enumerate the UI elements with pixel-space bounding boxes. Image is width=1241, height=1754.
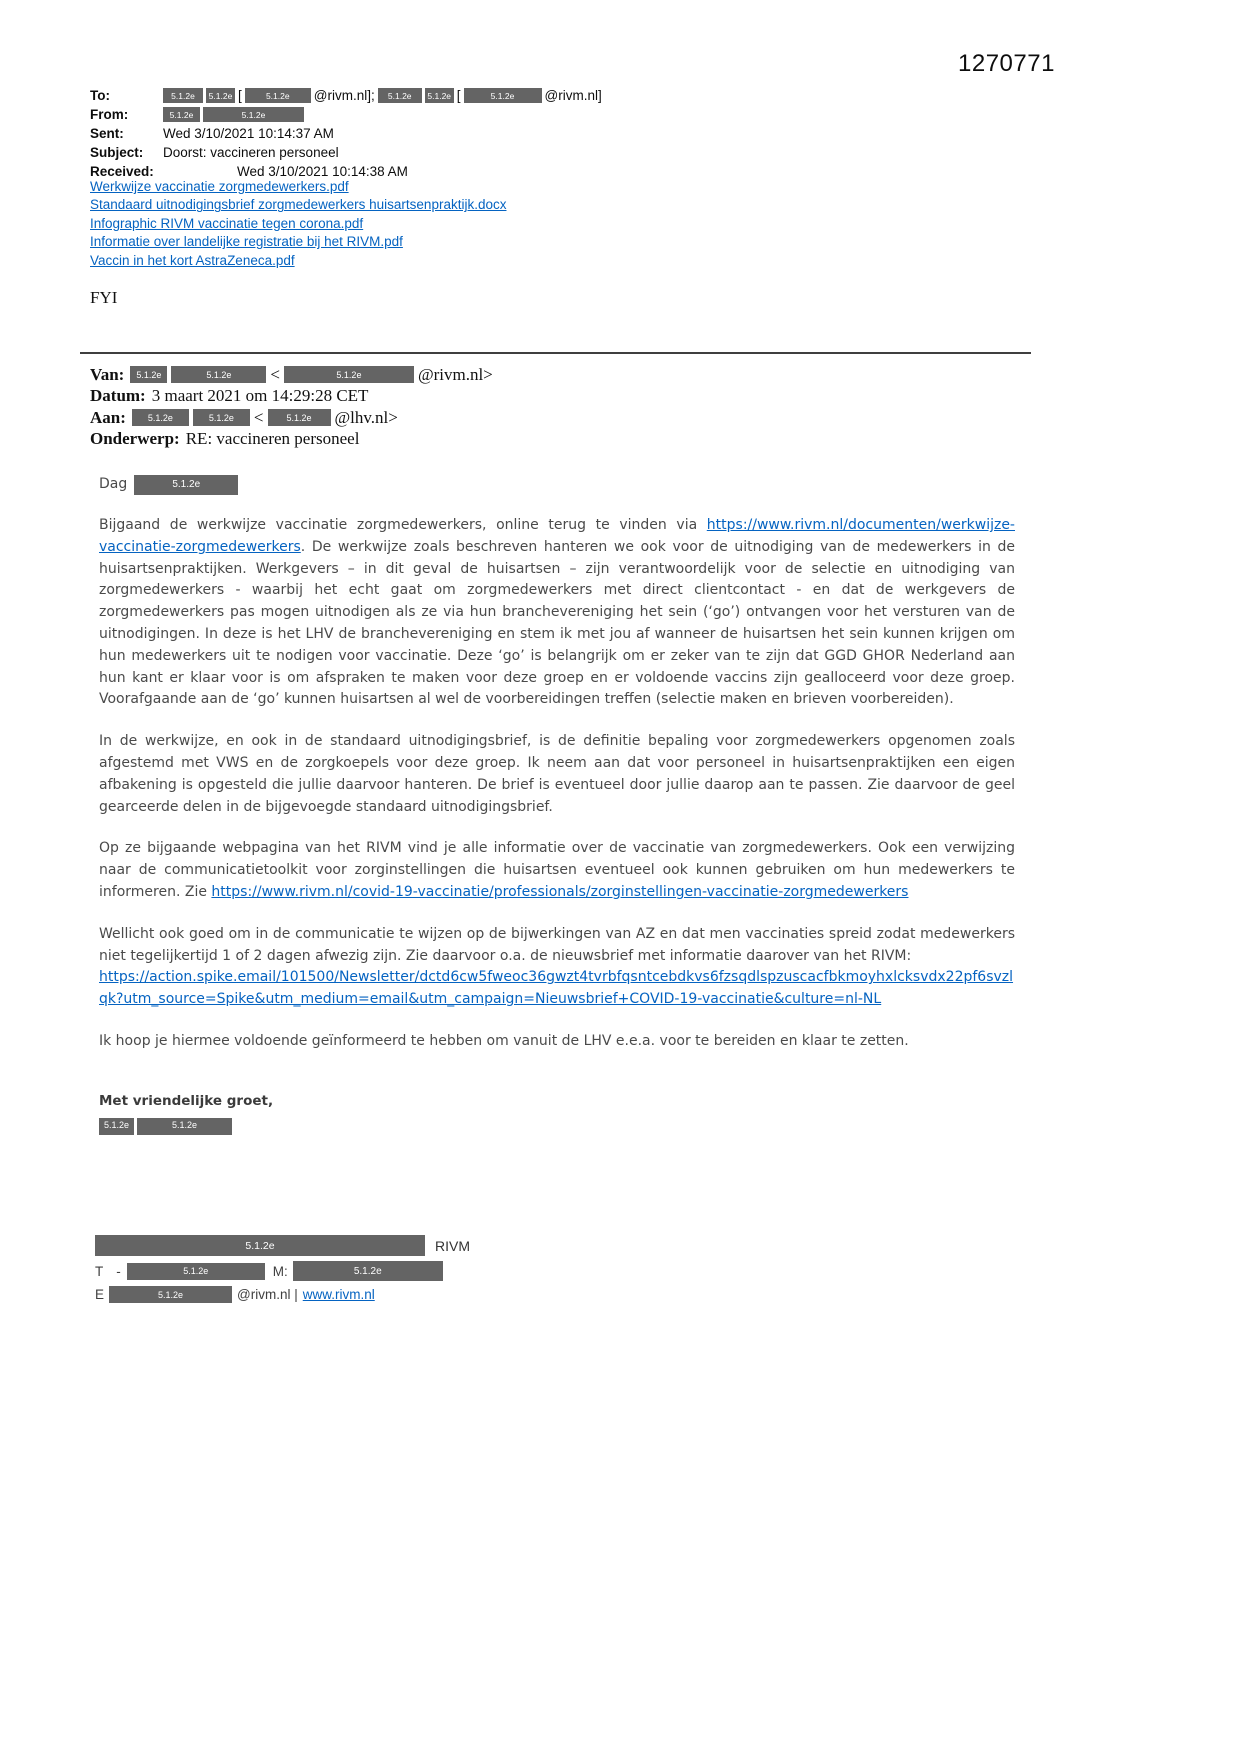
paragraph-1-text-pre: Bijgaand de werkwijze vaccinatie zorgmedewerkers, online terug te vinden via bbox=[99, 517, 707, 533]
redaction-box: 5.1.2e bbox=[163, 107, 200, 122]
fwd-row-van bbox=[90, 364, 493, 386]
organization-name: RIVM bbox=[435, 1237, 470, 1254]
datum-label: Datum: bbox=[90, 386, 146, 406]
redaction-box: 5.1.2e bbox=[425, 88, 454, 103]
fwd-row-onderwerp bbox=[90, 429, 493, 451]
redaction-box: 5.1.2e bbox=[206, 88, 235, 103]
redaction-box: 5.1.2e bbox=[134, 475, 238, 495]
to-address-domain-1: @rivm.nl]; bbox=[313, 88, 375, 103]
attachment-link-werkwijze[interactable]: Werkwijze vaccinatie zorgmedewerkers.pdf bbox=[90, 179, 349, 194]
van-label: Van: bbox=[90, 364, 125, 384]
sender-name-redacted bbox=[99, 1118, 1015, 1135]
redaction-box: 5.1.2e bbox=[245, 88, 311, 103]
redaction-box: 5.1.2e bbox=[293, 1261, 443, 1281]
nieuwsbrief-link[interactable]: https://action.spike.email/101500/Newsletter/dctd6cw5fweoc36gwzt4tvrbfqsntcebdkvs6fzsqdlspzuscacfbkmoyhxlcksvdx22pf6svzlqk?utm_source=Spike&utm_medium=email&utm_campaign=Nieuwsbrief+COVID-19-vaccinatie&culture=nl-NL bbox=[99, 969, 1014, 1008]
greeting-line bbox=[99, 474, 1015, 495]
attachment-link-infographic[interactable]: Infographic RIVM vaccinatie tegen corona.pdf bbox=[90, 215, 364, 231]
closing-salutation: Met vriendelijke groet, bbox=[99, 1092, 274, 1109]
received-value: Wed 3/10/2021 10:14:38 AM bbox=[237, 164, 408, 179]
redaction-box: 5.1.2e bbox=[130, 366, 167, 383]
fwd-row-aan bbox=[90, 407, 493, 429]
paragraph-3 bbox=[99, 838, 1015, 903]
attachment-link-astrazeneca[interactable]: Vaccin in het kort AstraZeneca.pdf bbox=[90, 252, 295, 268]
fyi-note: FYI bbox=[90, 288, 118, 307]
paragraph-5: Ik hoop je hiermee voldoende geïnformeerd te hebben om vanuit de LHV e.e.a. voor te bereiden en klaar te zetten. bbox=[99, 1032, 909, 1049]
redaction-box: 5.1.2e bbox=[203, 107, 304, 122]
fwd-row-datum bbox=[90, 386, 493, 408]
attachment-list bbox=[90, 178, 506, 270]
redaction-box: 5.1.2e bbox=[127, 1263, 265, 1280]
to-address-domain-2: @rivm.nl] bbox=[544, 88, 602, 103]
paragraph-2: In de werkwijze, en ook in de standaard uitnodigingsbrief, is de definitie bepaling voor zorgmedewerkers opgenomen zoals afgestemd met VWS en de zorgkoepels voor deze groep. Ik neem aan dat voor personeel in huisartsenpraktijken een eigen afbakening is opgesteld die jullie daarvoor hanteren. De brief is eventueel door jullie daarop aan te passen. Zie daarvoor de geel gearceerde delen in de bijgevoegde standaard uitnodigingsbrief. bbox=[99, 733, 1015, 815]
rivm-werkwijze-link[interactable]: https://www.rivm.nl/documenten/werkwijze-vaccinatie-zorgmedewerkers bbox=[99, 517, 1015, 555]
redaction-box: 5.1.2e bbox=[99, 1118, 134, 1135]
mobile-label: M: bbox=[272, 1263, 288, 1279]
paragraph-3-text: Op ze bijgaande webpagina van het RIVM vind je alle informatie over de vaccinatie van zorgmedewerkers. Ook een verwijzing naar de communicatietoolkit voor zorginstellingen die huisartsen eventueel ook kunnen gebruiken om hun medewerkers te informeren. Zie bbox=[99, 840, 1015, 900]
subject-label: Subject: bbox=[90, 145, 144, 160]
attachment-link-uitnodigingsbrief[interactable]: Standaard uitnodigingsbrief zorgmedewerkers huisartsenpraktijk.docx bbox=[90, 197, 507, 213]
paragraph-1-text-post: . De werkwijze zoals beschreven hanteren we ook voor de uitnodiging van de medewerkers in de huisartsenpraktijken. Werkgevers – in dit geval de huisartsen – zijn verantwoordelijk voor de selectie en uitnodiging van zorgmedewerkers - waarbij het echt gaat om zorgmedewerkers met direct clientcontact - en dat de werkgevers de zorgmedewerkers pas mogen uitnodigen als ze via hun branchevereniging het sein (‘go’) ontvangen voor het versturen van de uitnodigingen. In deze is het LHV de branchevereniging en stem ik met jou af wanneer de huisartsen het sein kunnen krijgen om hun medewerkers uit te nodigen voor vaccinatie. Deze ‘go’ is belangrijk om er zeker van te zijn dat GGD GHOR Nederland aan hun kant er klaar voor is om afspraken te maken voor deze groep en er voldoende vaccins zijn gealloceerd voor deze groep. Voorafgaande aan de ‘go’ kunnen huisartsen al wel de voorbereidingen treffen (selectie maken en brieven voorbereiden). bbox=[99, 538, 1015, 708]
email-domain: @rivm.nl | bbox=[237, 1287, 298, 1302]
to-label: To: bbox=[90, 88, 110, 103]
attachment-link-registratie[interactable]: Informatie over landelijke registratie bij het RIVM.pdf bbox=[90, 234, 403, 250]
sent-label: Sent: bbox=[90, 126, 124, 141]
from-label: From: bbox=[90, 107, 129, 122]
onderwerp-value: RE: vaccineren personeel bbox=[185, 429, 360, 449]
onderwerp-label: Onderwerp: bbox=[90, 429, 180, 449]
angle-bracket-open: < bbox=[253, 407, 264, 427]
signature-row-phone bbox=[95, 1261, 470, 1281]
redaction-box: 5.1.2e bbox=[464, 88, 542, 103]
redaction-box: 5.1.2e bbox=[95, 1235, 425, 1256]
document-number: 1270771 bbox=[958, 50, 1055, 77]
van-address-domain: @rivm.nl> bbox=[417, 364, 493, 384]
received-label: Received: bbox=[90, 164, 154, 179]
redaction-box: 5.1.2e bbox=[171, 366, 266, 383]
paragraph-4 bbox=[99, 924, 1015, 1011]
subject-value: Doorst: vaccineren personeel bbox=[163, 145, 339, 160]
header-row-sent bbox=[90, 124, 602, 143]
sent-value: Wed 3/10/2021 10:14:37 AM bbox=[163, 126, 334, 141]
redaction-box: 5.1.2e bbox=[378, 88, 422, 103]
email-header bbox=[90, 86, 602, 181]
phone-dash: - bbox=[116, 1263, 121, 1279]
aan-address-domain: @lhv.nl> bbox=[334, 407, 398, 427]
phone-label: T bbox=[95, 1263, 104, 1279]
header-row-from bbox=[90, 105, 602, 124]
email-label: E bbox=[95, 1287, 105, 1302]
redaction-box: 5.1.2e bbox=[137, 1118, 232, 1135]
paragraph-1 bbox=[99, 515, 1015, 711]
redaction-box: 5.1.2e bbox=[163, 88, 203, 103]
divider-line bbox=[80, 352, 1031, 354]
aan-label: Aan: bbox=[90, 407, 126, 427]
angle-bracket-open: < bbox=[270, 364, 280, 384]
redaction-box: 5.1.2e bbox=[109, 1286, 232, 1303]
bracket-open: [ bbox=[238, 88, 242, 103]
signature-row-org bbox=[95, 1235, 470, 1256]
redaction-box: 5.1.2e bbox=[193, 409, 250, 426]
header-row-subject bbox=[90, 143, 602, 162]
signature-row-email bbox=[95, 1286, 470, 1303]
rivm-zorginstellingen-link[interactable]: https://www.rivm.nl/covid-19-vaccinatie/professionals/zorginstellingen-vaccinatie-zorgmedewerkers bbox=[211, 883, 909, 900]
paragraph-4-text: Wellicht ook goed om in de communicatie te wijzen op de bijwerkingen van AZ en dat men vaccinaties spreid zodat medewerkers niet tegelijkertijd 1 of 2 dagen afwezig zijn. Zie daarvoor o.a. de nieuwsbrief met informatie daarover van het RIVM: bbox=[99, 925, 1015, 964]
datum-value: 3 maart 2021 om 14:29:28 CET bbox=[151, 386, 369, 406]
redaction-box: 5.1.2e bbox=[268, 409, 331, 426]
bracket-open: [ bbox=[456, 88, 461, 103]
signature-block bbox=[95, 1235, 470, 1308]
redaction-box: 5.1.2e bbox=[284, 366, 414, 383]
forwarded-header bbox=[90, 364, 493, 450]
greeting-text: Dag bbox=[99, 475, 128, 492]
header-row-to bbox=[90, 86, 602, 105]
redaction-box: 5.1.2e bbox=[132, 409, 189, 426]
email-body bbox=[99, 474, 1015, 1135]
rivm-website-link[interactable]: www.rivm.nl bbox=[302, 1287, 375, 1302]
